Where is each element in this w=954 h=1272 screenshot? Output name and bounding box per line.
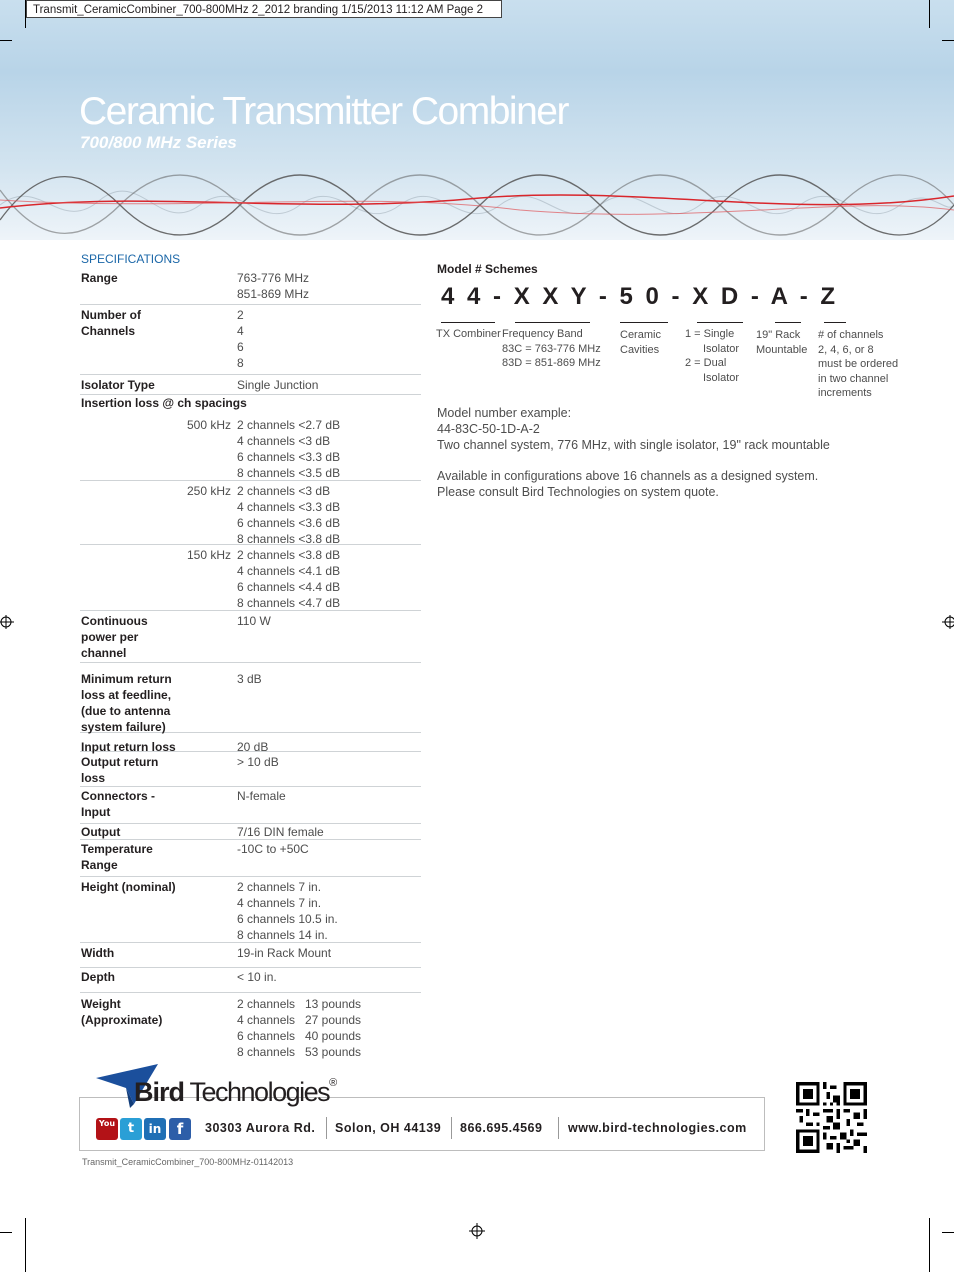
spec-row-insertion-150 (80, 545, 421, 611)
scheme-text: Ceramic (620, 329, 661, 341)
spec-value-line: 4 channels 7 in. (237, 896, 322, 910)
specifications-table (80, 268, 421, 1061)
footer-city: Solon, OH 44139 (335, 1121, 442, 1135)
spec-label (81, 788, 231, 820)
scheme-col-frequency (502, 327, 601, 371)
example-code: 44-83C-50-1D-A-2 (437, 422, 540, 436)
spec-row-depth (80, 968, 421, 993)
spec-label-line: channel (81, 646, 127, 660)
spec-value-line: 6 channels <3.6 dB (237, 516, 341, 530)
scheme-col-channels (818, 328, 898, 401)
configurations-note (437, 469, 818, 500)
weight-channels: 8 channels (237, 1045, 296, 1059)
scheme-text: Frequency Band (502, 328, 583, 340)
print-header: Transmit_CeramicCombiner_700-800MHz 2_2012 branding 1/15/2013 11:12 AM Page 2 (26, 0, 502, 18)
youtube-icon[interactable] (96, 1118, 118, 1140)
spec-label: Output (81, 825, 121, 839)
scheme-col-rack (756, 328, 807, 357)
spec-sub-label: 500 kHz (187, 418, 232, 432)
spec-value: N-female (237, 789, 286, 803)
spec-value (237, 483, 340, 547)
page-title: Ceramic Transmitter Combiner (79, 90, 568, 133)
spec-row-temperature (80, 840, 421, 877)
scheme-text: 2, 4, 6, or 8 (818, 343, 874, 356)
spec-label (81, 613, 231, 661)
spec-value: > 10 dB (237, 755, 279, 769)
spec-value (237, 307, 244, 371)
spec-value-line: 6 channels 10.5 in. (237, 912, 338, 926)
spec-value-line: 4 (237, 324, 244, 338)
crop-mark (942, 1232, 954, 1233)
twitter-icon-text: t (127, 1121, 135, 1136)
spec-row-output-return (80, 752, 421, 787)
scheme-text: 1 = Single (685, 328, 735, 340)
crop-mark (942, 40, 954, 41)
spec-value-line: 6 channels <3.3 dB (237, 450, 341, 464)
weight-pounds: 27 pounds (305, 1013, 362, 1027)
model-schemes-heading: Model # Schemes (437, 262, 538, 276)
crop-mark (25, 1218, 26, 1272)
spec-value-line: 8 channels <3.8 dB (237, 532, 341, 546)
spec-label-line: Output return (81, 755, 159, 769)
spec-row-insertion-250 (80, 481, 421, 545)
spec-value-line: 8 channels 14 in. (237, 928, 328, 942)
spec-value-line: 4 channels <3.3 dB (237, 500, 341, 514)
spec-label: Width (81, 946, 115, 960)
spec-label: Range (81, 271, 118, 285)
spec-value (237, 879, 338, 943)
spec-label-line: Temperature (81, 842, 153, 856)
spec-label: Depth (81, 970, 115, 984)
spec-value (237, 547, 340, 611)
spec-label-line: power per (81, 630, 139, 644)
spec-label: Input return loss (81, 740, 176, 754)
spec-value-line: 2 channels <2.7 dB (237, 418, 341, 432)
spec-value-line: 8 (237, 356, 244, 370)
youtube-icon-text: You (98, 1119, 116, 1128)
spec-value-line: 8 channels <4.7 dB (237, 596, 341, 610)
spec-label-line: Connectors - (81, 789, 156, 803)
scheme-text: Mountable (756, 343, 808, 356)
spec-value-line: 763-776 MHz (237, 271, 310, 285)
spec-label-line: loss (81, 771, 106, 785)
scheme-text: in two channel (818, 372, 889, 385)
spec-label (81, 307, 231, 339)
scheme-underline (441, 322, 495, 323)
spec-value-line: 6 (237, 340, 244, 354)
weight-pounds: 53 pounds (305, 1045, 362, 1059)
footer-address: 30303 Aurora Rd. (205, 1121, 316, 1135)
spec-label (81, 996, 231, 1028)
scheme-text: must be ordered (818, 358, 899, 370)
spec-row-height (80, 877, 421, 943)
spec-label (81, 841, 231, 873)
facebook-icon[interactable] (169, 1118, 191, 1140)
scheme-underline (775, 322, 801, 323)
brand-name-light: Technologies (184, 1077, 330, 1107)
spec-label-line: Weight (81, 997, 121, 1011)
weight-channels: 2 channels (237, 997, 296, 1011)
spec-value-line: 8 channels <3.5 dB (237, 466, 341, 480)
example-label: Model number example: (437, 406, 572, 420)
spec-value-line: 2 channels 7 in. (237, 880, 322, 894)
spec-label (81, 671, 231, 735)
spec-label (81, 754, 231, 786)
weight-channels: 4 channels (237, 1013, 296, 1027)
spec-value-line: 6 channels <4.4 dB (237, 580, 341, 594)
model-example (437, 405, 830, 453)
spec-row-range (80, 268, 421, 305)
scheme-text: Isolator (703, 371, 740, 384)
spec-value-line: 851-869 MHz (237, 287, 310, 301)
spec-row-min-return (80, 663, 421, 733)
spec-label-line: Range (81, 858, 118, 872)
spec-value: 20 dB (237, 740, 269, 754)
scheme-text: 19" Rack (756, 329, 801, 341)
scheme-col-ceramic (620, 328, 661, 357)
weight-channels: 6 channels (237, 1029, 296, 1043)
linkedin-icon-text: in (148, 1122, 162, 1136)
crop-mark (0, 1232, 12, 1233)
spec-value-line (237, 1044, 373, 1060)
crop-mark (0, 40, 12, 41)
spec-row-input-return (80, 733, 421, 752)
spec-value: Single Junction (237, 378, 319, 392)
footer-divider (558, 1117, 559, 1139)
spec-label-line: Channels (81, 324, 136, 338)
model-number-scheme: 4 4 - X X Y - 5 0 - X D - A - Z (441, 283, 839, 310)
example-description: Two channel system, 776 MHz, with single isolator, 19" rack mountable (437, 438, 830, 452)
spec-label: Insertion loss @ ch spacings (81, 396, 247, 410)
scheme-underline (515, 322, 590, 323)
spec-row-insertion-500 (80, 415, 421, 481)
footer-divider (326, 1117, 327, 1139)
spec-label-line: (Approximate) (81, 1013, 163, 1027)
scheme-col-tx-combiner (436, 327, 501, 342)
scheme-text: # of channels (818, 329, 884, 341)
document-id: Transmit_CeramicCombiner_700-800MHz-01142013 (82, 1157, 294, 1167)
spec-sub-label: 150 kHz (187, 548, 232, 562)
spec-row-insertion-heading (80, 395, 421, 415)
spec-label: Height (nominal) (81, 880, 176, 894)
spec-value-line (237, 1012, 373, 1028)
twitter-icon[interactable] (120, 1118, 142, 1140)
registration-mark-icon (469, 1223, 485, 1239)
registration-mark-icon (0, 614, 16, 630)
spec-label: Isolator Type (81, 378, 155, 392)
spec-value: -10C to +50C (237, 842, 309, 856)
spec-sub-label: 250 kHz (187, 484, 232, 498)
scheme-text: Cavities (620, 343, 660, 356)
scheme-col-isolator (685, 327, 739, 385)
spec-value-line: 2 channels <3.8 dB (237, 548, 341, 562)
scheme-text: increments (818, 387, 872, 399)
spec-row-output (80, 824, 421, 840)
scheme-text: TX Combiner (436, 328, 501, 340)
scheme-underline (824, 322, 846, 323)
spec-row-power (80, 611, 421, 663)
spec-value (237, 996, 373, 1060)
footer-divider (451, 1117, 452, 1139)
scheme-underline (697, 322, 743, 323)
configurations-line: Available in configurations above 16 channels as a designed system. (437, 469, 819, 483)
scheme-text: 83C = 763-776 MHz (502, 342, 601, 355)
weight-pounds: 40 pounds (305, 1029, 362, 1043)
spec-label-line: Input (81, 805, 111, 819)
spec-value-line: 2 (237, 308, 244, 322)
footer-phone: 866.695.4569 (460, 1121, 543, 1135)
footer-website-link[interactable]: www.bird-technologies.com (568, 1121, 747, 1135)
configurations-line: Please consult Bird Technologies on system quote. (437, 484, 719, 499)
scheme-text: Isolator (703, 342, 740, 355)
facebook-icon-text: f (176, 1120, 184, 1138)
spec-value-line: 2 channels <3 dB (237, 484, 331, 498)
spec-value-line: 4 channels <3 dB (237, 434, 331, 448)
registration-mark-icon (940, 614, 954, 630)
spec-label-line: Number of (81, 308, 141, 322)
crop-mark (929, 1218, 930, 1272)
spec-label-line: loss at feedline, (81, 688, 172, 702)
spec-row-weight (80, 993, 421, 1061)
specifications-heading: SPECIFICATIONS (81, 252, 181, 266)
crop-mark (929, 0, 930, 28)
spec-label-line: (due to antenna (81, 704, 171, 718)
scheme-underline (620, 322, 668, 323)
spec-label-line: system failure) (81, 720, 166, 734)
scheme-text: 83D = 851-869 MHz (502, 357, 601, 369)
spec-value (237, 417, 340, 481)
spec-label-line: Minimum return (81, 672, 172, 686)
qr-code-icon[interactable] (796, 1082, 867, 1153)
spec-value (237, 270, 309, 302)
spec-value-line (237, 996, 373, 1012)
brand-name-bold: Bird (134, 1077, 184, 1107)
scheme-text: 2 = Dual (685, 357, 727, 369)
spec-value: 3 dB (237, 672, 262, 686)
spec-value: 110 W (237, 614, 271, 628)
spec-label-line: Continuous (81, 614, 148, 628)
spec-value: < 10 in. (237, 970, 277, 984)
registered-mark: ® (329, 1077, 338, 1089)
spec-value: 7/16 DIN female (237, 825, 324, 839)
weight-pounds: 13 pounds (305, 997, 362, 1011)
spec-row-isolator (80, 375, 421, 395)
spec-value-line (237, 1028, 373, 1044)
spec-value-line: 4 channels <4.1 dB (237, 564, 341, 578)
spec-row-width (80, 943, 421, 968)
spec-value: 19-in Rack Mount (237, 946, 332, 960)
linkedin-icon[interactable] (144, 1118, 166, 1140)
spec-row-connectors (80, 787, 421, 824)
spec-row-channels (80, 305, 421, 375)
page-subtitle: 700/800 MHz Series (80, 133, 237, 152)
